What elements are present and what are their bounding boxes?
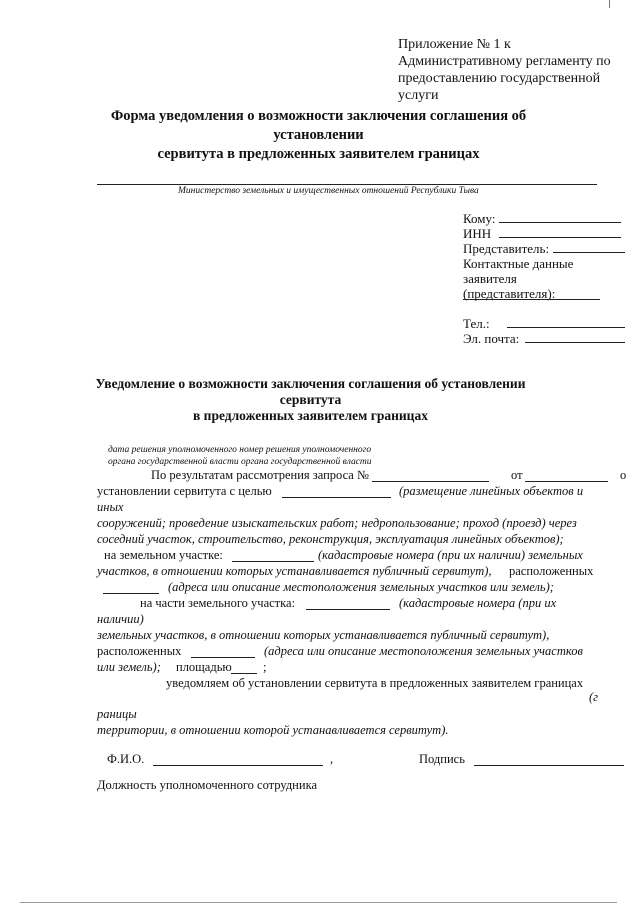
form-title-line: установлении (273, 127, 364, 143)
signature-field[interactable] (474, 754, 624, 766)
servitude-purpose-hint: (размещение линейных объектов и (399, 484, 584, 498)
appendix-line: предоставлению государственной (398, 71, 601, 86)
land-plot-hint: участков, в отношении которых устанавливается публичный сервитут), (97, 564, 492, 578)
area-end: ; (263, 660, 267, 674)
land-plot-field[interactable] (232, 550, 314, 562)
servitude-purpose-field[interactable] (282, 486, 391, 498)
plot-part-label: на части земельного участка: (140, 596, 296, 610)
scan-mark (609, 0, 610, 8)
location-hint: (адреса или описание местоположения земельных участков (264, 644, 583, 658)
location-hint: или земель); (97, 660, 161, 674)
recipient-representative-label: Представитель: (463, 241, 550, 256)
appendix-line: услуги (398, 88, 439, 103)
request-number-field[interactable] (372, 470, 489, 482)
request-date-field[interactable] (525, 470, 608, 482)
servitude-purpose-hint: соседний участок, строительство, реконструкция, эксплуатация линейных объектов); (97, 532, 564, 546)
notification-text: уведомляем об установлении сервитута в предложенных заявителем границах (166, 676, 584, 690)
located-label: расположенных (509, 564, 594, 578)
recipient-phone-field[interactable] (507, 316, 625, 328)
location-field[interactable] (191, 646, 255, 658)
recipient-contacts-label: Контактные данные (463, 256, 574, 271)
form-title-line: Форма уведомления о возможности заключения соглашения об (110, 108, 527, 124)
boundary-hint: территории, в отношении которой устанавливается сервитут). (97, 723, 449, 737)
recipient-block (463, 211, 573, 346)
form-title-line: сервитута в предложенных заявителем границах (157, 146, 480, 162)
recipient-email-field[interactable] (525, 331, 625, 343)
fio-label: Ф.И.О. (107, 752, 145, 766)
recipient-to-field[interactable] (499, 211, 621, 223)
signature-label: Подпись (419, 752, 465, 766)
request-date-label: от (511, 468, 523, 482)
location-hint: (адреса или описание местоположения земельных участков или земель); (168, 580, 554, 594)
recipient-to-label: Кому: (463, 211, 496, 226)
decision-hint-line: дата решения уполномоченного номер решения уполномоченного (108, 445, 372, 455)
notice-title-line: Уведомление о возможности заключения соглашения об установлении (95, 376, 526, 391)
plot-part-hint: земельных участков, в отношении которых устанавливается публичный сервитут), (97, 628, 550, 642)
recipient-inn-field[interactable] (499, 226, 621, 238)
body-line-request (151, 468, 369, 483)
location-field[interactable] (103, 582, 159, 594)
appendix-header (398, 36, 611, 104)
boundary-hint: (г (589, 690, 599, 704)
plot-part-hint: (кадастровые номера (при их (399, 596, 557, 610)
fio-field[interactable] (153, 754, 323, 766)
fio-comma: , (330, 752, 334, 766)
recipient-representative-field[interactable] (553, 241, 625, 253)
notice-title-line: в предложенных заявителем границах (193, 408, 428, 423)
located-label: расположенных (97, 644, 182, 658)
ministry-name: Министерство земельных и имущественных отношений Республики Тыва (178, 186, 479, 196)
land-plot-label: на земельном участке: (104, 548, 223, 562)
position-label: Должность уполномоченного сотрудника (97, 778, 317, 792)
request-text: По результатам рассмотрения запроса № (151, 468, 369, 482)
appendix-line: Административному регламенту по (398, 54, 611, 69)
appendix-line: Приложение № 1 к (398, 37, 511, 52)
notice-title-line: сервитута (279, 392, 342, 407)
plot-part-hint: наличии) (97, 612, 144, 626)
recipient-email-label: Эл. почта: (463, 331, 520, 346)
servitude-purpose-hint: сооружений; проведение изыскательских работ; недропользование; проход (проезд) через (97, 516, 577, 530)
request-about-text: о (620, 468, 627, 482)
area-label: площадью (176, 660, 232, 674)
scan-edge-line (20, 902, 617, 903)
land-plot-hint: (кадастровые номера (при их наличии) земельных (318, 548, 583, 562)
recipient-phone-label: Тел.: (463, 316, 490, 331)
servitude-purpose-hint: иных (97, 500, 124, 514)
recipient-contacts-label: (представителя): (463, 286, 556, 301)
boundary-hint: раницы (97, 707, 137, 721)
decision-hint-line: органа государственной власти органа государственной власти (108, 457, 372, 467)
recipient-inn-label: ИНН (463, 226, 492, 241)
recipient-contacts-label: заявителя (463, 271, 517, 286)
area-field[interactable] (231, 662, 257, 674)
plot-part-field[interactable] (306, 598, 390, 610)
recipient-contacts-field[interactable] (463, 286, 600, 300)
servitude-purpose-label: установлении сервитута с целью (97, 484, 272, 498)
ministry-rule (97, 184, 597, 185)
